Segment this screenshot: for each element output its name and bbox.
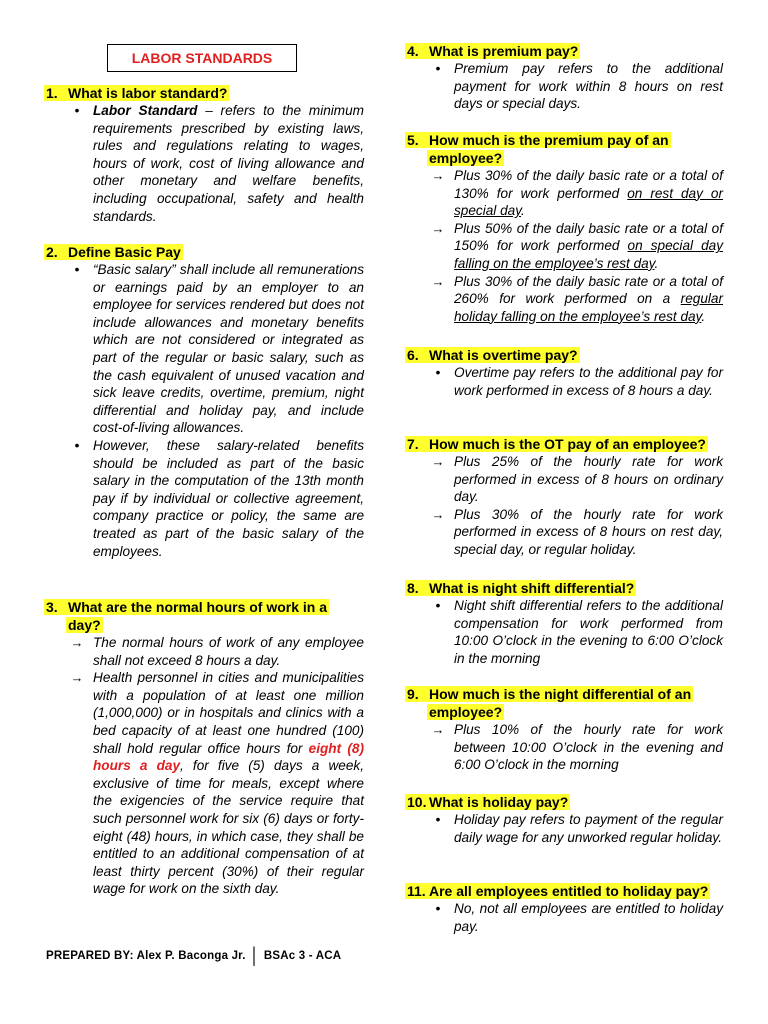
question-6-list [405, 364, 723, 399]
question-11-heading: 11. Are all employees entitled to holiday pay? [407, 883, 709, 899]
right-arrow-icon: → [70, 635, 84, 650]
question-2 [44, 243, 364, 560]
list-item: → Plus 30% of the daily basic rate or a total of 260% for work performed on a regular holiday falling on the employee’s rest day. [431, 273, 723, 324]
bullet-icon: • [74, 103, 80, 118]
right-arrow-icon: → [431, 454, 445, 469]
question-4-list [405, 60, 723, 113]
list-item: • Labor Standard – refers to the minimum requirements prescribed by existing laws, rules and regulations relating to wages, hours of work, cost of living allowance and other monetary and welfare benefits, including occupational, safety and health standards. [44, 102, 364, 225]
question-5-list [405, 167, 723, 325]
course-code: BSAc 3 - ACA [263, 950, 342, 962]
list-item: • However, these salary-related benefits should be included as part of the basic salary in the computation of the 13th month pay if by individual or collective agreement, company practice or policy, the same are treated as part of the basic salary of the employees. [44, 437, 364, 560]
question-8-heading: 8. What is night shift differential? [407, 580, 635, 596]
question-8 [405, 579, 723, 667]
question-3: 3. What are the normal hours of work in a day? → The normal hours of work of any employee shall not exceed 8 hours a day. → Health personnel in cities and municipalities with a population of at least one million (1,000,000) or in hospitals and clinics with a bed capacity of at least one hundred (100) shall hold regular office hours for eight (8) hours a day, for five (5) days a week, exclusive of time for meals, except where the exigencies of the service require that such personnel work for six (6) days or forty-eight (48) hours, in which case, they shall be entitled to an additional compensation of at least thirty percent (30%) of their regular wage for work on the sixth day. [46, 599, 364, 897]
question-7-list [405, 453, 723, 559]
list-item: → Plus 10% of the hourly rate for work between 10:00 O’clock in the evening and 6:00 O’clock in the morning [431, 722, 723, 773]
bullet-icon: • [435, 365, 441, 380]
question-7 [405, 435, 723, 559]
document-title: LABOR STANDARDS [107, 44, 297, 72]
question-10 [405, 793, 723, 846]
question-4-heading: 4. What is premium pay? [407, 43, 579, 59]
question-3-heading: 3. What are the normal hours of work in a [46, 599, 328, 615]
right-arrow-icon: → [431, 220, 445, 236]
list-item: • No, not all employees are entitled to holiday pay. [405, 900, 723, 935]
right-arrow-icon: → [431, 506, 445, 522]
question-6-heading: 6. What is overtime pay? [407, 347, 578, 363]
question-8-list [405, 597, 723, 667]
question-6 [405, 346, 723, 399]
question-10-list [405, 811, 723, 846]
bullet-icon: • [74, 262, 80, 277]
list-item: • “Basic salary” shall include all remunerations or earnings paid by an employer to an employee for services rendered but does not include allowances and monetary benefits which are not considered or integrated as part of the regular or basic salary, such as the cash equivalent of unused vacation and sick leave credits, overtime, premium, night differential and holiday pay, and include cost-of-living allowances. [44, 261, 364, 437]
bullet-icon: • [435, 61, 441, 76]
question-5-heading: 5. How much is the premium pay of an [407, 132, 669, 148]
question-10-heading: 10. What is holiday pay? [407, 794, 569, 810]
question-2-heading: 2. Define Basic Pay [46, 244, 181, 260]
right-arrow-icon: → [431, 168, 445, 183]
question-1-list [44, 102, 364, 225]
question-9: 9. How much is the night differential of an employee? → Plus 10% of the hourly rate for work between 10:00 O’clock in the evening and 6:00 O’clock in the morning [407, 686, 723, 773]
list-item: → Plus 30% of the daily basic rate or a total of 130% for work performed on rest day or special day. [431, 168, 723, 219]
list-item: → The normal hours of work of any employee shall not exceed 8 hours a day. [70, 635, 364, 668]
list-item: • Premium pay refers to the additional payment for work within 8 hours on rest days or special days. [405, 60, 723, 113]
question-11-list [405, 900, 723, 935]
question-9-list [405, 721, 723, 774]
footer [46, 948, 341, 966]
bullet-icon: • [435, 901, 441, 916]
highlighted-hours: eight (8) hours a day [93, 740, 364, 774]
list-item: → Plus 25% of the hourly rate for work performed in excess of 8 hours on ordinary day. [431, 454, 723, 505]
list-item: • Overtime pay refers to the additional pay for work performed in excess of 8 hours a day. [405, 364, 723, 399]
prepared-by: PREPARED BY: Alex P. Baconga Jr. [46, 950, 246, 962]
question-9-heading: 9. How much is the night differential of an [407, 686, 692, 702]
list-item: • Holiday pay refers to payment of the regular daily wage for any unworked regular holiday. [405, 811, 723, 846]
list-item: • Night shift differential refers to the additional compensation for work performed from 10:00 O’clock in the evening to 6:00 O’clock in the morning [405, 597, 723, 667]
right-arrow-icon: → [431, 273, 445, 289]
question-4 [405, 42, 723, 113]
question-3-list [44, 634, 364, 898]
footer-separator: │ [249, 948, 260, 965]
question-1 [44, 84, 364, 225]
question-11 [405, 882, 723, 935]
list-item: → Plus 30% of the hourly rate for work performed in excess of 8 hours on rest day, special day, or regular holiday. [431, 506, 723, 557]
question-5: 5. How much is the premium pay of an employee? → Plus 30% of the daily basic rate or a total of 130% for work performed on rest day or special day. → Plus 50% of the daily basic rate or a total of 150% for work performed on special day falling on the employee’s rest day. → Plus 30% of the daily basic rate or a total of 260% for work performed on a regular holiday falling on the employee’s rest day. [407, 132, 723, 324]
question-2-list [44, 261, 364, 560]
bullet-icon: • [435, 812, 441, 827]
bullet-icon: • [435, 598, 441, 613]
list-item: → Health personnel in cities and municipalities with a population of at least one million (1,000,000) or in hospitals and clinics with a bed capacity of at least one hundred (100) shall hold regular office hours for eight (8) hours a day, for five (5) days a week, exclusive of time for meals, except where the exigencies of the service require that such personnel work for six (6) days or forty-eight (48) hours, in which case, they shall be entitled to an additional compensation of at least thirty percent (30%) of their regular wage for work on the sixth day. [70, 670, 364, 897]
right-arrow-icon: → [431, 722, 445, 737]
list-item: → Plus 50% of the daily basic rate or a total of 150% for work performed on special day falling on the employee’s rest day. [431, 220, 723, 271]
question-1-heading: 1. What is labor standard? [46, 85, 228, 101]
question-7-heading: 7. How much is the OT pay of an employee? [407, 436, 706, 452]
right-arrow-icon: → [70, 670, 84, 686]
bullet-icon: • [74, 437, 80, 453]
